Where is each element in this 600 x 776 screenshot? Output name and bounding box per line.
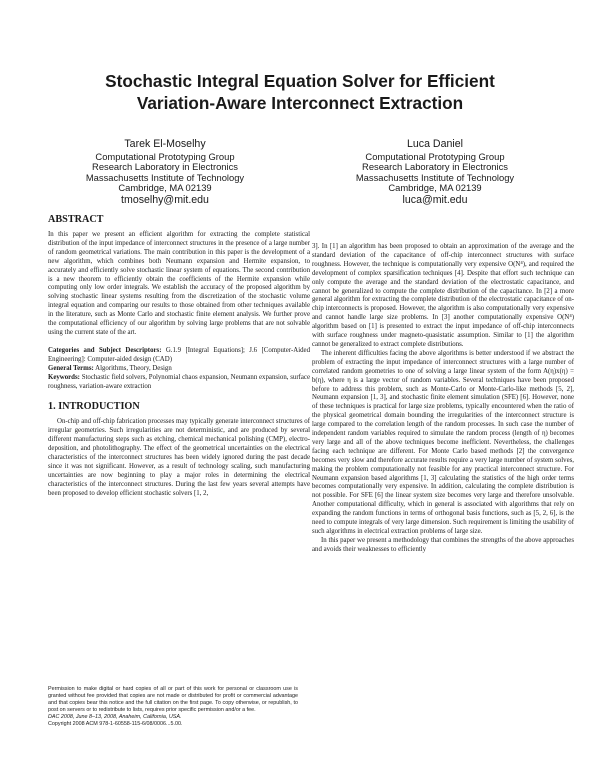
left-column (48, 214, 310, 499)
intro-heading: 1. INTRODUCTION (48, 401, 140, 413)
author-name: Luca Daniel (407, 138, 463, 150)
keywords-text: Stochastic field solvers, Polynomial chaos expansion, Neumann expansion, surface roughness, variation-aware extraction (48, 373, 310, 390)
categories-text: G.1.9 [Integral Equations]; J.6 [Computer-Aided Engineering]: Computer-aided design (CAD) (48, 346, 310, 363)
author-city: Cambridge, MA 02139 (388, 182, 482, 194)
general-terms-line (48, 365, 310, 374)
author-dept: Computational Prototyping Group (365, 151, 505, 162)
categories-block (48, 347, 310, 392)
author-inst: Massachusetts Institute of Technology (355, 171, 515, 183)
general-terms-label: General Terms: (48, 364, 94, 372)
copyright-line: Copyright 2008 ACM 978-1-60558-115-6/08/0006...5.00. (48, 720, 183, 727)
author-lab: Research Laboratory in Electronics (92, 161, 238, 173)
author-city: Cambridge, MA 02139 (118, 182, 212, 194)
permission-notice (48, 686, 298, 727)
categories-label: Categories and Subject Descriptors: (48, 346, 162, 354)
authors-block (45, 138, 555, 207)
author-dept: Computational Prototyping Group (95, 151, 235, 162)
intro-text: On-chip and off-chip fabrication processes may typically generate interconnect structures of irregular geometries. Such irregularities are not deterministic, and are produced by several different manufacturing steps such as etching, chemical mechanical polishing (CMP), electro-deposition, and photolithography. The effect of the geometrical uncertainties on the electrical characteristics of the interconnect structures has been widely ignored during the past decade since it was not significant. However, as a result of technology scaling, such manufacturing uncertainties are now beginning to play a major roles in determining the electrical characteristics of the interconnect structures. During the last few years several attempts have been proposed to develop efficient stochastic solvers [1, 2, (48, 418, 310, 497)
abstract-heading: ABSTRACT (48, 214, 104, 225)
author-2 (315, 138, 555, 207)
author-inst: Massachusetts Institute of Technology (85, 171, 245, 183)
author-name: Tarek El-Moselhy (124, 138, 206, 150)
right-column (312, 243, 574, 555)
permission-text: Permission to make digital or hard copies of all or part of this work for personal or classroom use is granted without fee provided that copies are not made or distributed for profit or commercial advantage and that copies bear this notice and the full citation on the first page. To copy otherwise, or republish, to post on servers or to redistribute to lists, requires prior specific permission and/or a fee. (48, 686, 298, 713)
conference-info: DAC 2008, June 8–13, 2008, Anaheim, California, USA. (48, 713, 182, 720)
author-email: tmoselhy@mit.edu (121, 193, 209, 206)
title-line-1: Stochastic Integral Equation Solver for Efficient (105, 71, 495, 91)
right-para-1: 3]. In [1] an algorithm has been proposed to obtain an approximation of the average and the standard deviation of the capacitance of off-chip interconnect structures with surface roughness. However, the technique is computationally very expensive O(N⁴), and required the development of complex sparsification techniques [4]. Despite that effort such technique can only compute the average and the standard deviation of the electrostatic capacitance, and cannot be generalized to compute the complete distribution of the capacitance. In [2] a more general algorithm for extracting the complete distribution of the electrostatic capacitance of on-chip interconnects is proposed. However, the algorithm is also computationally very expensive and cannot handle large size problems. In [3] another computationally expensive O(N⁴) algorithm based on [1] is presented to extract the input impedance of off-chip interconnects with surface roughness under magneto-quasistatic assumption. Similar to [1] the algorithm cannot be generalized to extract complete distributions. (312, 243, 574, 348)
right-para-3: In this paper we present a methodology that combines the strengths of the above approaches and avoids their weaknesses to efficiently (312, 536, 574, 553)
keywords-line (48, 374, 310, 392)
author-1 (45, 138, 285, 207)
abstract-text: In this paper we present an efficient algorithm for extracting the complete statistical distribution of the input impedance of interconnect structures in the presence of a large number of random geometrical variations. The main contribution in this paper is the development of a new algorithm, which combines both Neumann expansion and Hermite expansion, to accurately and efficiently solve stochastic linear system of equations. The second contribution is a new theorem to efficiently obtain the coefficients of the Hermite expansion while computing only low order integrals. We establish the accuracy of the proposed algorithm by solving stochastic linear systems resulting from the discretization of the stochastic volume integral equation and comparing our results to those obtained from other techniques available in the literature, such as Monte Carlo and stochastic finite element analysis. We further prove the computational efficiency of our algorithm by solving large problems that are not solvable using the current state of the art. (48, 231, 310, 336)
categories-line (48, 347, 310, 365)
right-para-2: The inherent difficulties facing the above algorithms is better understood if we abstract the problem of extracting the input impedance of interconnect structures with a large number of correlated random geometries to one of solving a large linear system of the form A(η)x(η) = b(η), where η is a large vector of random variables. Several techniques have been proposed before to address this problem, such as Monte-Carlo or Monte-Carlo-like methods [5, 2], Neumann expansion [1, 3], and stochastic finite element simulation (SFE) [6]. However, none of these techniques is practical for large size problems, typically encountered when the ratio of the physical geometrical domain bounding the irregularities of the interconnect structure is large compared to the correlation length of the random processes. In such case the number of independent random variables required to simulate the random process (length of η) becomes very large and all of the above techniques become inefficient. Nevertheless, the challenges facing each technique are different. For Monte Carlo based methods [2] the convergence becomes very slow and therefore accurate results require a very large number of system solves, making the problem computationally not feasible for any practical interconnect structure. For Neumann expansion based algorithms [1, 3] calculating the statistics of the high order terms becomes computationally very expensive. In addition, calculating the complete distribution is not possible. For SFE [6] the linear system size becomes very large and therefore unsolvable. Another computational difficulty, which in general is associated with algorithms that rely on expanding the random functions in terms of orthogonal basis functions, such as [5, 2, 6], is the need to compute integrals of very large dimension. Such requirement is limiting the usability of such algorithms in electrical extraction problems of large size. (312, 349, 574, 535)
paper-title (0, 70, 600, 114)
keywords-label: Keywords: (48, 373, 80, 381)
general-terms-text: Algorithms, Theory, Design (93, 364, 172, 372)
author-email: luca@mit.edu (402, 193, 468, 206)
author-lab: Research Laboratory in Electronics (362, 161, 508, 173)
title-line-2: Variation-Aware Interconnect Extraction (136, 93, 464, 113)
